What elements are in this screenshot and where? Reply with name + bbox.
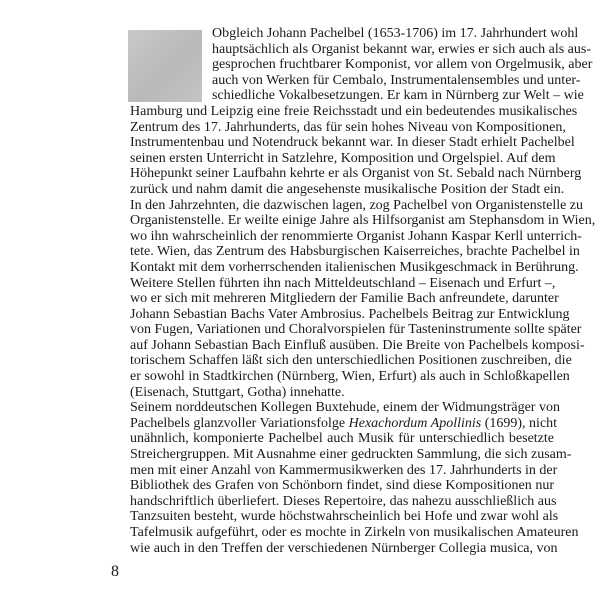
text-line: Organistenstelle. Er weilte einige Jahre als Hilfsorganist am Stephansdom in Wien, <box>130 213 596 229</box>
text-line: men mit einer Anzahl von Kammermusikwerken des 17. Jahrhunderts in der <box>130 462 558 478</box>
text-line: Zentrum des 17. Jahrhunderts, das für sein hohes Niveau von Kompositionen, <box>130 119 566 135</box>
text-line: Weitere Stellen führten ihn nach Mitteldeutschland – Eisenach und Erfurt –, <box>130 275 556 291</box>
work-title-italic: Hexachordum Apollinis <box>348 415 482 431</box>
text-line: In den Jahrzehnten, die dazwischen lagen, zog Pachelbel von Organistenstelle zu <box>130 197 584 213</box>
text-line: wie auch in den Treffen der verschiedenen Nürnberger Collegia musica, von <box>130 540 558 556</box>
text-line: Instrumentenbau und Notendruck bekannt war. In dieser Stadt erhielt Pachelbel <box>130 135 575 151</box>
text-line: hauptsächlich als Organist bekannt war, erwies er sich auch als aus- <box>212 41 591 57</box>
text-line: (Eisenach, Stuttgart, Gotha) innehatte. <box>130 384 345 400</box>
text-line: zurück und nahm damit die angesehenste musikalische Position der Stadt ein. <box>130 181 565 197</box>
text-line: Tafelmusik aufgeführt, oder es mochte in Zirkeln von musikalischen Amateuren <box>130 525 579 540</box>
text-line: tete. Wien, das Zentrum des Habsburgischen Kaiserreiches, brachte Pachelbel in <box>130 244 580 260</box>
text-line: wo er sich mit mehreren Mitgliedern der Familie Bach anfreundete, darunter <box>130 291 559 307</box>
text-line: schiedliche Vokalbesetzungen. Er kam in Nürnberg zur Welt – wie <box>212 88 584 104</box>
text-line: von Fugen, Variationen und Choralvorspielen für Tasteninstrumente sollte später <box>130 322 582 338</box>
text-line: er sowohl in Stadtkirchen (Nürnberg, Wien, Erfurt) als auch in Schloßkapellen <box>130 369 570 385</box>
text-line: Seinem norddeutschen Kollegen Buxtehude, einem der Widmungsträger von <box>130 400 560 416</box>
text-line: handschriftlich überliefert. Dieses Repertoire, das nahezu ausschließlich aus <box>130 493 557 509</box>
text-line: Obgleich Johann Pachelbel (1653-1706) im 17. Jahrhundert wohl <box>212 26 579 41</box>
text-line <box>130 415 558 432</box>
text-line: seinen ersten Unterricht in Satzlehre, Komposition und Orgelspiel. Auf dem <box>130 150 556 166</box>
text-segment: (1699), nicht <box>481 415 558 431</box>
text-line: Höhepunkt seiner Laufbahn kehrte er als Organist von St. Sebald nach Nürnberg <box>130 166 582 182</box>
text-line: Bibliothek des Grafen von Schönborn findet, sind diese Kompositionen nur <box>130 478 554 494</box>
text-line: Tanzsuiten besteht, wurde höchstwahrscheinlich bei Hofe und zwar wohl als <box>130 509 559 525</box>
text-segment: Pachelbels glanzvoller Variationsfolge <box>130 415 349 431</box>
text-line: Hamburg und Leipzig eine freie Reichsstadt und ein bedeutendes musikalisches <box>130 103 578 119</box>
page-number: 8 <box>111 563 119 580</box>
text-line: auf Johann Sebastian Bach Einfluß ausüben. Die Breite von Pachelbels komposi- <box>130 337 585 353</box>
text-line: Johann Sebastian Bachs Vater Ambrosius. Pachelbels Beitrag zur Entwicklung <box>130 306 570 322</box>
text-line: wo ihn wahrscheinlich der renommierte Organist Johann Kaspar Kerll unterrich- <box>130 228 582 244</box>
text-line: unähnlich, komponierte Pachelbel auch Musik für unterschiedlich besetzte <box>130 431 554 447</box>
body-text <box>130 26 596 556</box>
text-line: Streichergruppen. Mit Ausnahme einer gedruckten Sammlung, die sich zusam- <box>130 447 572 463</box>
text-line: auch von Werken für Cembalo, Instrumentalensembles und unter- <box>212 72 581 88</box>
text-line: torischem Schaffen läßt sich den unterschiedlichen Positionen zuschreiben, die <box>130 353 572 369</box>
text-line: gesprochen fruchtbarer Komponist, vor allem von Orgelmusik, aber <box>212 57 593 73</box>
text-line: Kontakt mit dem vorherrschenden italienischen Musikgeschmack in Berührung. <box>130 259 579 275</box>
